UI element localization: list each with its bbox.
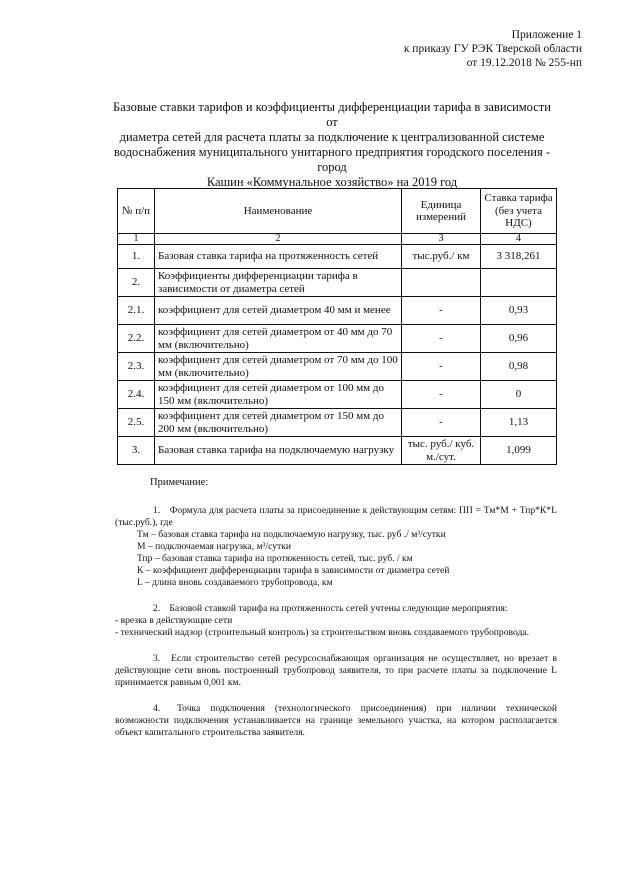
row-name: коэффициент для сетей диаметром от 100 мм до 150 мм (включительно): [155, 381, 402, 409]
table-row: [118, 437, 557, 465]
appendix-line-1: Приложение 1: [511, 29, 582, 41]
index-cell: 2: [155, 234, 402, 245]
row-num: 2.4.: [118, 381, 155, 409]
document-title: [108, 100, 556, 190]
note-1-line: L – длина вновь создаваемого трубопровода, км: [137, 577, 333, 588]
row-rate: 3 318,261: [481, 245, 557, 269]
note-4-lead: [115, 703, 557, 739]
appendix-header: [404, 28, 582, 70]
row-rate: 1,13: [481, 409, 557, 437]
row-rate: 0,93: [481, 297, 557, 325]
row-rate: 0: [481, 381, 557, 409]
row-name: Коэффициенты дифференциации тарифа в зависимости от диаметра сетей: [155, 269, 402, 297]
header-rate: Ставка тарифа (без учета НДС): [481, 189, 557, 234]
note-1-line: Тпр – базовая ставка тарифа на протяженность сетей, тыс. руб. / км: [137, 553, 413, 564]
note-2-lead: [115, 603, 557, 615]
header-name: Наименование: [155, 189, 402, 234]
row-unit: тыс.руб./ км: [402, 245, 481, 269]
note-1-number: 1.: [153, 505, 161, 516]
note-1-line: К – коэффициент дифференциации тарифа в зависимости от диаметра сетей: [137, 565, 450, 576]
row-rate: [481, 269, 557, 297]
note-1-text: Формула для расчета платы за присоединение к действующим сетям: ПП = Тм*М + Тпр*К*L (тыс.руб.), где: [115, 505, 557, 528]
rates-table: [117, 188, 557, 465]
title-line-2: диаметра сетей для расчета платы за подключение к централизованной системе: [119, 130, 545, 144]
note-3-number: 3.: [153, 653, 161, 664]
table-row: [118, 353, 557, 381]
notes-section: [115, 477, 557, 753]
index-cell: 1: [118, 234, 155, 245]
row-num: 2.5.: [118, 409, 155, 437]
index-cell: 3: [402, 234, 481, 245]
row-name: коэффициент для сетей диаметром от 150 мм до 200 мм (включительно): [155, 409, 402, 437]
table-row: [118, 381, 557, 409]
note-1: [115, 505, 557, 589]
row-num: 2.2.: [118, 325, 155, 353]
note-2: [115, 603, 557, 639]
table-header-row: [118, 189, 557, 234]
row-unit: [402, 269, 481, 297]
note-3: [115, 653, 557, 689]
note-4-number: 4.: [153, 703, 161, 714]
table-row: [118, 245, 557, 269]
row-name: Базовая ставка тарифа на подключаемую нагрузку: [155, 437, 402, 465]
table-row: [118, 325, 557, 353]
table-row: [118, 269, 557, 297]
row-num: 3.: [118, 437, 155, 465]
row-unit: -: [402, 409, 481, 437]
table-row: [118, 297, 557, 325]
row-unit: -: [402, 353, 481, 381]
row-unit: -: [402, 381, 481, 409]
title-line-1: Базовые ставки тарифов и коэффициенты дифференциации тарифа в зависимости от: [113, 100, 551, 129]
row-rate: 0,98: [481, 353, 557, 381]
note-4-text: Точка подключения (технологического присоединения) при наличии технической возможности подключения устанавливается на границе земельного участка, на котором располагается объект капитального строительства заявителя.: [115, 703, 557, 738]
appendix-line-2: к приказу ГУ РЭК Тверской области: [403, 43, 582, 55]
note-2-number: 2.: [153, 603, 161, 614]
header-unit: Единица измерений: [402, 189, 481, 234]
row-num: 2.: [118, 269, 155, 297]
note-2-text: Базовой ставкой тарифа на протяженность сетей учтены следующие мероприятия:: [169, 603, 508, 614]
notes-heading: Примечание:: [150, 477, 209, 488]
note-4: [115, 703, 557, 739]
appendix-line-3: от 19.12.2018 № 255-нп: [466, 57, 582, 69]
note-1-lead: [115, 505, 557, 529]
row-name: Базовая ставка тарифа на протяженность сетей: [155, 245, 402, 269]
title-line-3: водоснабжения муниципального унитарного предприятия городского поселения - город: [113, 145, 551, 174]
index-cell: 4: [481, 234, 557, 245]
row-num: 2.1.: [118, 297, 155, 325]
note-3-lead: [115, 653, 557, 689]
note-1-line: М – подключаемая нагрузка, м³/сутки: [137, 541, 292, 552]
row-name: коэффициент для сетей диаметром 40 мм и менее: [155, 297, 402, 325]
note-3-text: Если строительство сетей ресурсоснабжающая организация не осуществляет, но врезает в действующие сети вновь построенный трубопровод заявителя, то при расчете платы за подключение L принимается равным 0,001 км.: [115, 653, 557, 688]
row-num: 1.: [118, 245, 155, 269]
row-unit: -: [402, 297, 481, 325]
table-row: [118, 409, 557, 437]
header-num: № п/п: [118, 189, 155, 234]
table-index-row: [118, 234, 557, 245]
row-unit: тыс. руб./ куб. м./сут.: [402, 437, 481, 465]
row-name: коэффициент для сетей диаметром от 70 мм до 100 мм (включительно): [155, 353, 402, 381]
row-num: 2.3.: [118, 353, 155, 381]
row-rate: 0,96: [481, 325, 557, 353]
row-unit: -: [402, 325, 481, 353]
title-line-4: Кашин «Коммунальное хозяйство» на 2019 год: [206, 175, 458, 189]
note-2-line: - врезка в действующие сети: [115, 615, 233, 626]
row-name: коэффициент для сетей диаметром от 40 мм до 70 мм (включительно): [155, 325, 402, 353]
row-rate: 1,099: [481, 437, 557, 465]
note-1-line: Тм – базовая ставка тарифа на подключаемую нагрузку, тыс. руб ./ м³/сутки: [137, 529, 446, 540]
note-2-line: - технический надзор (строительный контроль) за строительством вновь создаваемого трубопровода.: [115, 627, 530, 638]
